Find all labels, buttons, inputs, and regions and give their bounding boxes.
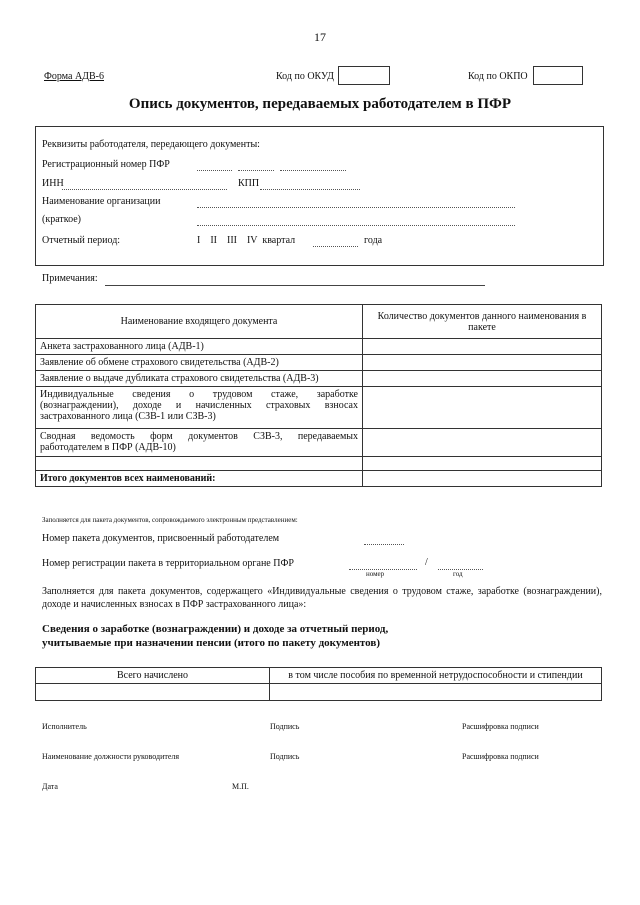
doc-row-name: Заявление об обмене страхового свидетельства (АДВ-2) <box>36 355 363 371</box>
reg-number-field-2[interactable] <box>238 160 274 171</box>
year-field[interactable] <box>313 236 358 247</box>
page-title: Опись документов, передаваемых работодателем в ПФР <box>128 96 512 112</box>
head-signature-label: Подпись <box>270 752 300 761</box>
okpo-label: Код по ОКПО <box>468 71 528 82</box>
executor-label: Исполнитель <box>42 722 87 731</box>
doc-row-count[interactable] <box>363 339 602 355</box>
doc-row-count[interactable] <box>363 387 602 429</box>
inn-label: ИНН <box>42 178 64 189</box>
registration-year-field[interactable] <box>438 559 483 570</box>
docs-col-count-header: Количество документов данного наименования в пакете <box>363 305 602 339</box>
doc-row-name: Заявление о выдаче дубликата страхового свидетельства (АДВ-3) <box>36 371 363 387</box>
period-label: Отчетный период: <box>42 235 121 246</box>
doc-row-name: Индивидуальные сведения о трудовом стаже, заработке (вознаграждении), доходе и начисленных страховых взносах застрахованного лица (СЗВ-1 или СЗВ-3) <box>36 387 363 429</box>
okud-label: Код по ОКУД <box>276 71 334 82</box>
org-name-field[interactable] <box>197 197 515 208</box>
date-label: Дата <box>42 782 58 791</box>
year-caption: год <box>453 570 463 578</box>
docs-total-label: Итого документов всех наименований: <box>36 471 363 487</box>
short-name-label: (краткое) <box>42 214 81 225</box>
reg-number-field-3[interactable] <box>280 160 346 171</box>
doc-row-count[interactable] <box>363 429 602 457</box>
kpp-label: КПП <box>238 178 260 189</box>
doc-row-name: Сводная ведомость форм документов СЗВ-3, передаваемых работодателем в ПФР (АДВ-10) <box>36 429 363 457</box>
notes-label: Примечания: <box>42 273 98 284</box>
executor-decode-label: Расшифровка подписи <box>462 722 539 731</box>
org-name-label: Наименование организации <box>42 196 161 207</box>
doc-row-count[interactable] <box>363 355 602 371</box>
executor-signature-label: Подпись <box>270 722 300 731</box>
docs-col-name-header: Наименование входящего документа <box>36 305 363 339</box>
number-caption: номер <box>366 570 385 578</box>
okud-field[interactable] <box>338 66 390 85</box>
electronic-note: Заполняется для пакета документов, сопровождаемого электронным представлением: <box>42 516 298 524</box>
documents-table <box>35 304 602 487</box>
stamp-label: М.П. <box>232 782 249 791</box>
year-label: года <box>364 235 383 246</box>
doc-row-count[interactable] <box>363 457 602 471</box>
quarters-label: I II III IV квартал <box>197 235 296 246</box>
reg-number-field-1[interactable] <box>197 160 232 171</box>
employer-heading: Реквизиты работодателя, передающего документы: <box>42 139 260 150</box>
short-name-field[interactable] <box>197 215 515 226</box>
form-name: Форма АДВ-6 <box>44 71 104 82</box>
package-number-label: Номер пакета документов, присвоенный работодателем <box>42 533 280 544</box>
package-number-field[interactable] <box>364 534 404 545</box>
benefits-header: в том числе пособия по временной нетрудоспособности и стипендии <box>270 668 602 684</box>
slash-separator: / <box>425 557 428 568</box>
reg-number-label: Регистрационный номер ПФР <box>42 159 170 170</box>
individual-info-note: Заполняется для пакета документов, содержащего «Индивидуальные сведения о трудовом стаже, заработке (вознаграждении), доходе и начисленных взносах в ПФР застрахованного лица»: <box>42 586 602 610</box>
earnings-heading-1: Сведения о заработке (вознаграждении) и доходе за отчетный период, <box>42 623 389 635</box>
head-decode-label: Расшифровка подписи <box>462 752 539 761</box>
kpp-field[interactable] <box>260 179 360 190</box>
page-number: 17 <box>314 30 326 44</box>
registration-number-label: Номер регистрации пакета в территориальном органе ПФР <box>42 558 294 569</box>
earnings-table <box>35 667 602 701</box>
benefits-value[interactable] <box>270 684 602 701</box>
total-accrued-header: Всего начислено <box>36 668 270 684</box>
doc-row-count[interactable] <box>363 371 602 387</box>
head-position-label: Наименование должности руководителя <box>42 752 180 761</box>
docs-total-count[interactable] <box>363 471 602 487</box>
registration-number-field[interactable] <box>349 559 417 570</box>
doc-row-empty <box>36 457 363 471</box>
notes-field[interactable] <box>105 285 485 286</box>
okpo-field[interactable] <box>533 66 583 85</box>
doc-row-name: Анкета застрахованного лица (АДВ-1) <box>36 339 363 355</box>
total-accrued-value[interactable] <box>36 684 270 701</box>
inn-field[interactable] <box>62 179 227 190</box>
earnings-heading-2: учитываемые при назначении пенсии (итого по пакету документов) <box>42 637 380 649</box>
